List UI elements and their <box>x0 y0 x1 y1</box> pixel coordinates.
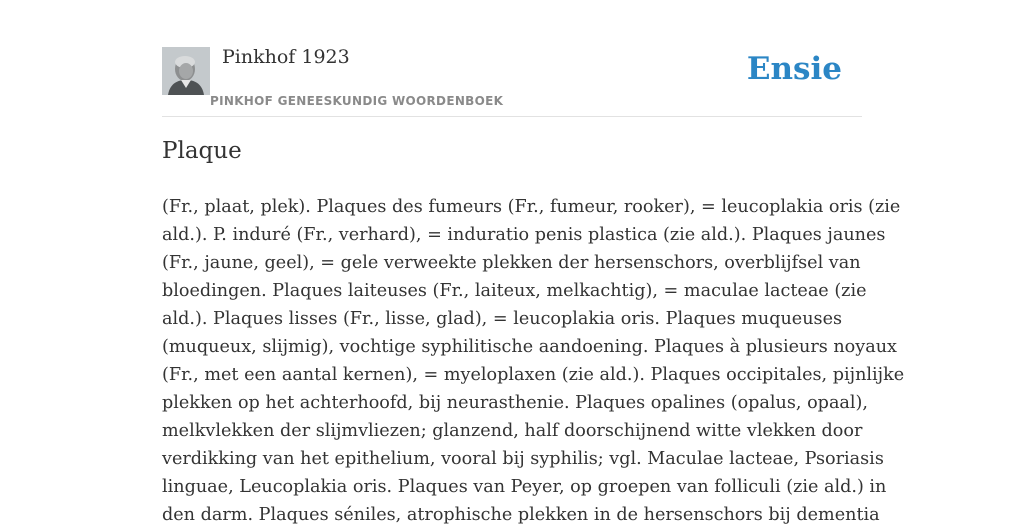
definition-line: bloedingen. Plaques laiteuses (Fr., laiteux, melkachtig), = maculae lacteae (zie <box>162 281 867 301</box>
entry-definition <box>162 193 905 529</box>
definition-line: linguae, Leucoplakia oris. Plaques van Peyer, op groepen van folliculi (zie ald.) in <box>162 477 887 497</box>
author-name[interactable]: Pinkhof 1923 <box>222 46 350 68</box>
definition-line: (Fr., plaat, plek). Plaques des fumeurs (Fr., fumeur, rooker), = leucoplakia oris (zie <box>162 197 901 217</box>
ensie-logo[interactable]: Ensie <box>746 51 842 87</box>
definition-line: (muqueux, slijmig), vochtige syphilitische aandoening. Plaques à plusieurs noyaux <box>162 337 897 357</box>
definition-line: ald.). Plaques lisses (Fr., lisse, glad), = leucoplakia oris. Plaques muqueuses <box>162 309 843 329</box>
entry-title: Plaque <box>162 138 242 164</box>
definition-line: (Fr., met een aantal kernen), = myeloplaxen (zie ald.). Plaques occipitales, pijnlijke <box>162 365 905 385</box>
definition-line: ald.). P. induré (Fr., verhard), = induratio penis plastica (zie ald.). Plaques jaunes <box>162 225 886 245</box>
definition-line: (Fr., jaune, geel), = gele verweekte plekken der hersenschors, overblijfsel van <box>162 253 861 273</box>
definition-line: melkvlekken der slijmvliezen; glanzend, half doorschijnend witte vlekken door <box>162 421 863 441</box>
definition-line: den darm. Plaques séniles, atrophische plekken in de hersenschors bij dementia <box>162 505 880 525</box>
definition-line: plekken op het achterhoofd, bij neurasthenie. Plaques opalines (opalus, opaal), <box>162 393 869 413</box>
author-avatar[interactable] <box>162 47 210 95</box>
dictionary-source[interactable]: PINKHOF GENEESKUNDIG WOORDENBOEK <box>210 94 504 108</box>
definition-line: verdikking van het epithelium, vooral bij syphilis; vgl. Maculae lacteae, Psoriasis <box>162 449 884 469</box>
header <box>162 40 862 117</box>
author-portrait-icon <box>162 47 210 95</box>
